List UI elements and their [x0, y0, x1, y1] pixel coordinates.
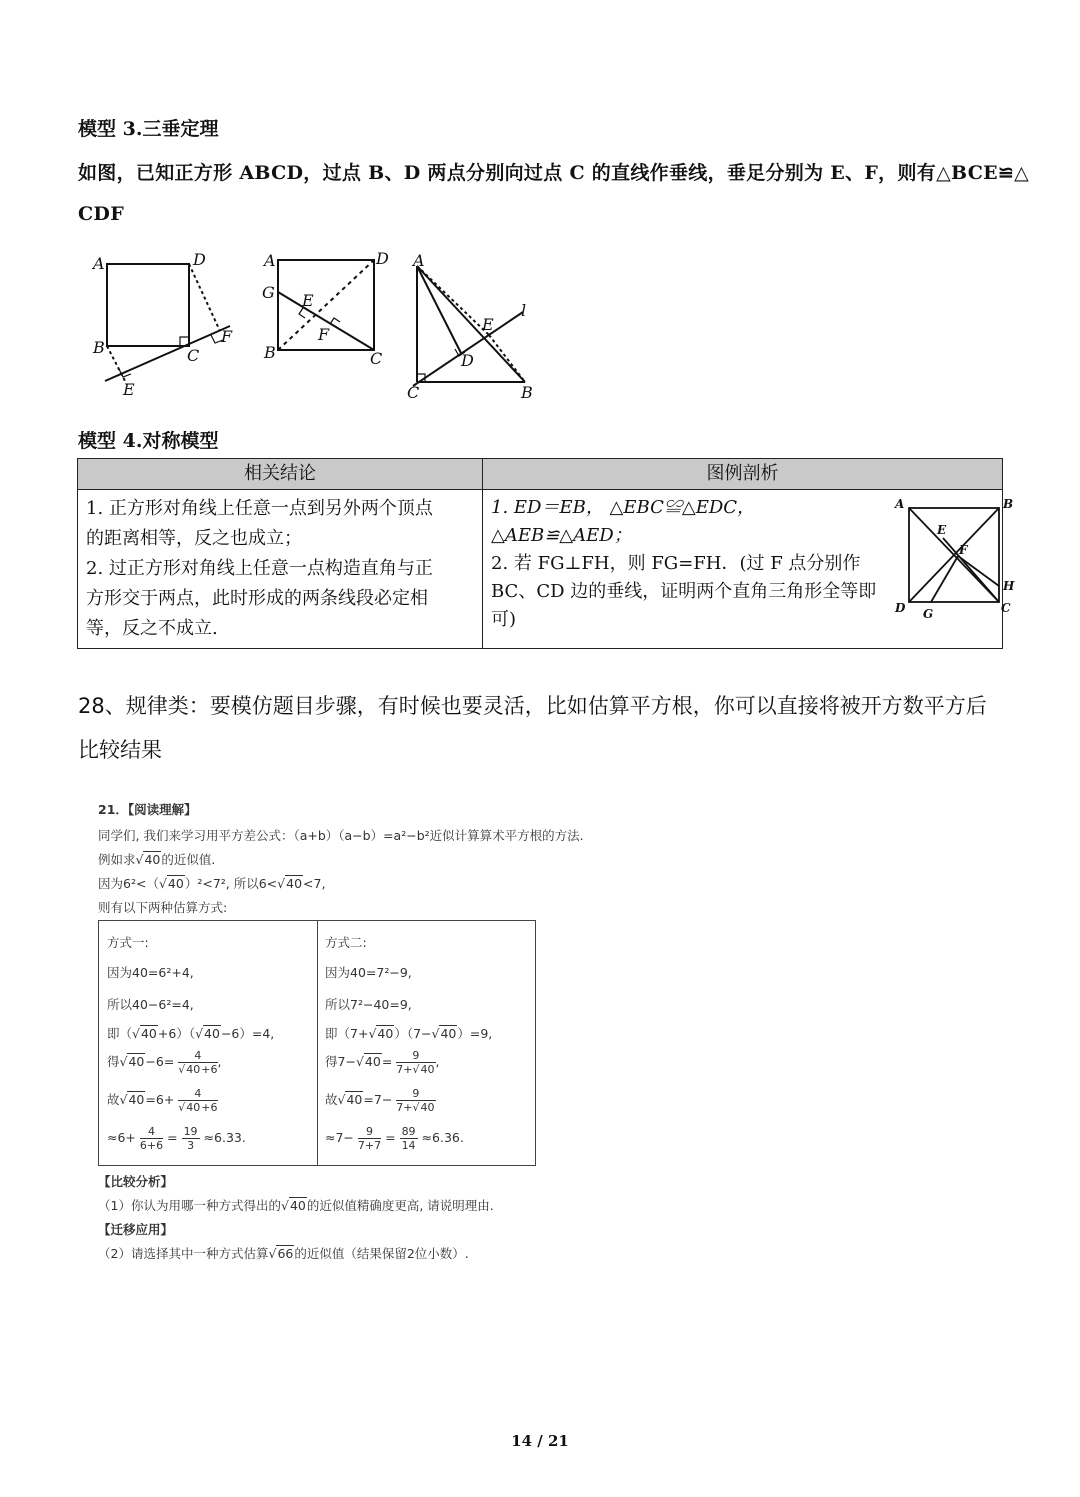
m2-row1: 因为40=7²−9,: [325, 965, 412, 980]
fraction: $\frac{4}{6+6}$: [139, 1125, 164, 1152]
figure-3-right-triangle: [405, 250, 550, 405]
header-conclusion: 相关结论: [78, 459, 483, 490]
example-line: 2. 若 FG⊥FH，则 FG=FH．(过 F 点分别作: [491, 553, 861, 574]
fig3-label-C: C: [407, 383, 420, 402]
example-line: △AEB≌△AED；: [491, 525, 632, 546]
fig2-label-A: A: [264, 251, 276, 270]
fig2-label-E: E: [302, 291, 314, 310]
m1-title: 方式一:: [107, 935, 149, 950]
fig1-label-D: D: [193, 250, 206, 269]
fig2-label-B: B: [264, 343, 276, 362]
q21-apply-head: 【迁移应用】: [98, 1222, 174, 1237]
fraction: $\frac{89}{14}$: [401, 1125, 416, 1152]
fig4-label-D: D: [895, 601, 906, 615]
conclusion-line: 2. 过正方形对角线上任意一点构造直角与正: [86, 558, 433, 579]
q21-line1: 同学们, 我们来学习用平方差公式：（a+b）（a−b）=a²−b²近似计算算术平方根的方法.: [98, 828, 584, 843]
fraction: $\frac{9}{7+√40}$: [396, 1049, 435, 1076]
q21-apply-q2: （2）请选择其中一种方式估算√66的近似值（结果保留2位小数）.: [98, 1246, 469, 1261]
fig4-label-F: F: [959, 543, 968, 557]
fig1-label-B: B: [93, 338, 105, 357]
q21-compare-q1: （1）你认为用哪一种方式得出的√40的近似值精确度更高, 请说明理由.: [98, 1198, 494, 1213]
figure-1-square-perpendiculars: [85, 245, 245, 405]
fig4-label-G: G: [923, 607, 934, 621]
figure-2-square-diagonal: [258, 248, 398, 373]
m1-row4: 得√40−6= $\frac{4}{√40+6}$ ,: [107, 1049, 222, 1076]
fig4-label-C: C: [1001, 601, 1011, 615]
m1-row6: ≈6+ $\frac{4}{6+6}$ = $\frac{19}{3}$ ≈6.33.: [107, 1125, 246, 1152]
methods-divider: [317, 921, 318, 1165]
fig4-label-A: A: [895, 497, 905, 511]
conclusion-line: 的距离相等，反之也成立；: [86, 528, 302, 549]
fraction: $\frac{9}{7+√40}$: [396, 1087, 435, 1114]
q21-line4: 则有以下两种估算方式:: [98, 900, 228, 915]
fig1-label-E: E: [123, 380, 135, 399]
item28-line2: 比较结果: [78, 738, 162, 762]
conclusion-line: 等，反之不成立.: [86, 618, 218, 639]
fig2-label-D: D: [376, 249, 389, 268]
fig3-label-A: A: [413, 251, 425, 270]
m2-row5: 故√40=7− $\frac{9}{7+√40}$: [325, 1087, 435, 1114]
fig3-label-E: E: [482, 315, 494, 334]
example-line: 1. ED＝EB， △EBC≌△EDC，: [491, 497, 756, 518]
m2-title: 方式二:: [325, 935, 367, 950]
m2-row6: ≈7− $\frac{9}{7+7}$ = $\frac{89}{14}$ ≈6.36.: [325, 1125, 464, 1152]
example-cell: [483, 490, 1015, 649]
conclusion-cell: [78, 490, 483, 649]
m1-row1: 因为40=6²+4,: [107, 965, 194, 980]
m2-row3: 即（7+√40）（7−√40）=9,: [325, 1026, 493, 1041]
fig3-label-D: D: [461, 351, 474, 370]
example-line: BC、CD 边的垂线，证明两个直角三角形全等即: [491, 581, 877, 602]
fig3-label-B: B: [521, 383, 533, 402]
q21-methods-box: [98, 920, 536, 1166]
m1-row5: 故√40=6+ $\frac{4}{√40+6}$: [107, 1087, 218, 1114]
page-number: 14 / 21: [511, 1432, 569, 1450]
conclusion-line: 方形交于两点，此时形成的两条线段必定相: [86, 588, 428, 609]
model4-table: [77, 458, 1015, 649]
fig1-label-F: F: [221, 327, 233, 346]
fraction: $\frac{4}{√40+6}$: [178, 1087, 218, 1114]
fig4-label-B: B: [1003, 497, 1014, 511]
m1-row2: 所以40−6²=4,: [107, 997, 194, 1012]
header-example: 图例剖析: [483, 459, 1003, 490]
q21-line2: 例如求√40的近似值.: [98, 852, 216, 867]
fig2-label-G: G: [262, 283, 275, 302]
model3-text-line1: 如图，已知正方形 ABCD，过点 B、D 两点分别向过点 C 的直线作垂线，垂足分别为 E、F，则有△BCE≌△: [78, 162, 1030, 184]
fraction: $\frac{19}{3}$: [183, 1125, 198, 1152]
fig3-label-l: l: [521, 301, 527, 320]
fig1-label-C: C: [187, 346, 200, 365]
conclusion-line: 1. 正方形对角线上任意一点到另外两个顶点: [86, 498, 433, 519]
fig1-label-A: A: [93, 254, 105, 273]
fraction: $\frac{4}{√40+6}$: [178, 1049, 218, 1076]
fig2-label-C: C: [370, 349, 383, 368]
example-line: 可): [491, 609, 517, 630]
q21-compare-head: 【比较分析】: [98, 1174, 174, 1189]
item28-line1: 28、规律类：要模仿题目步骤，有时候也要灵活，比如估算平方根，你可以直接将被开方数平方后: [78, 694, 987, 718]
model4-title: 模型 4.对称模型: [78, 430, 219, 452]
q21-line3: 因为6²<（√40）²<7², 所以6<√40<7,: [98, 876, 326, 891]
m1-row3: 即（√40+6）（√40−6）=4,: [107, 1026, 275, 1041]
fig4-label-E: E: [937, 523, 947, 537]
model3-text-line2: CDF: [78, 203, 124, 225]
model3-title: 模型 3.三垂定理: [78, 118, 219, 140]
fig4-label-H: H: [1003, 579, 1015, 593]
m2-row2: 所以7²−40=9,: [325, 997, 412, 1012]
fig2-label-F: F: [318, 325, 330, 344]
fraction: $\frac{9}{7+7}$: [357, 1125, 382, 1152]
figure-4-symmetric-square: [893, 496, 1021, 624]
q21-head: 21．【阅读理解】: [98, 802, 197, 817]
m2-row4: 得7−√40= $\frac{9}{7+√40}$ ,: [325, 1049, 440, 1076]
